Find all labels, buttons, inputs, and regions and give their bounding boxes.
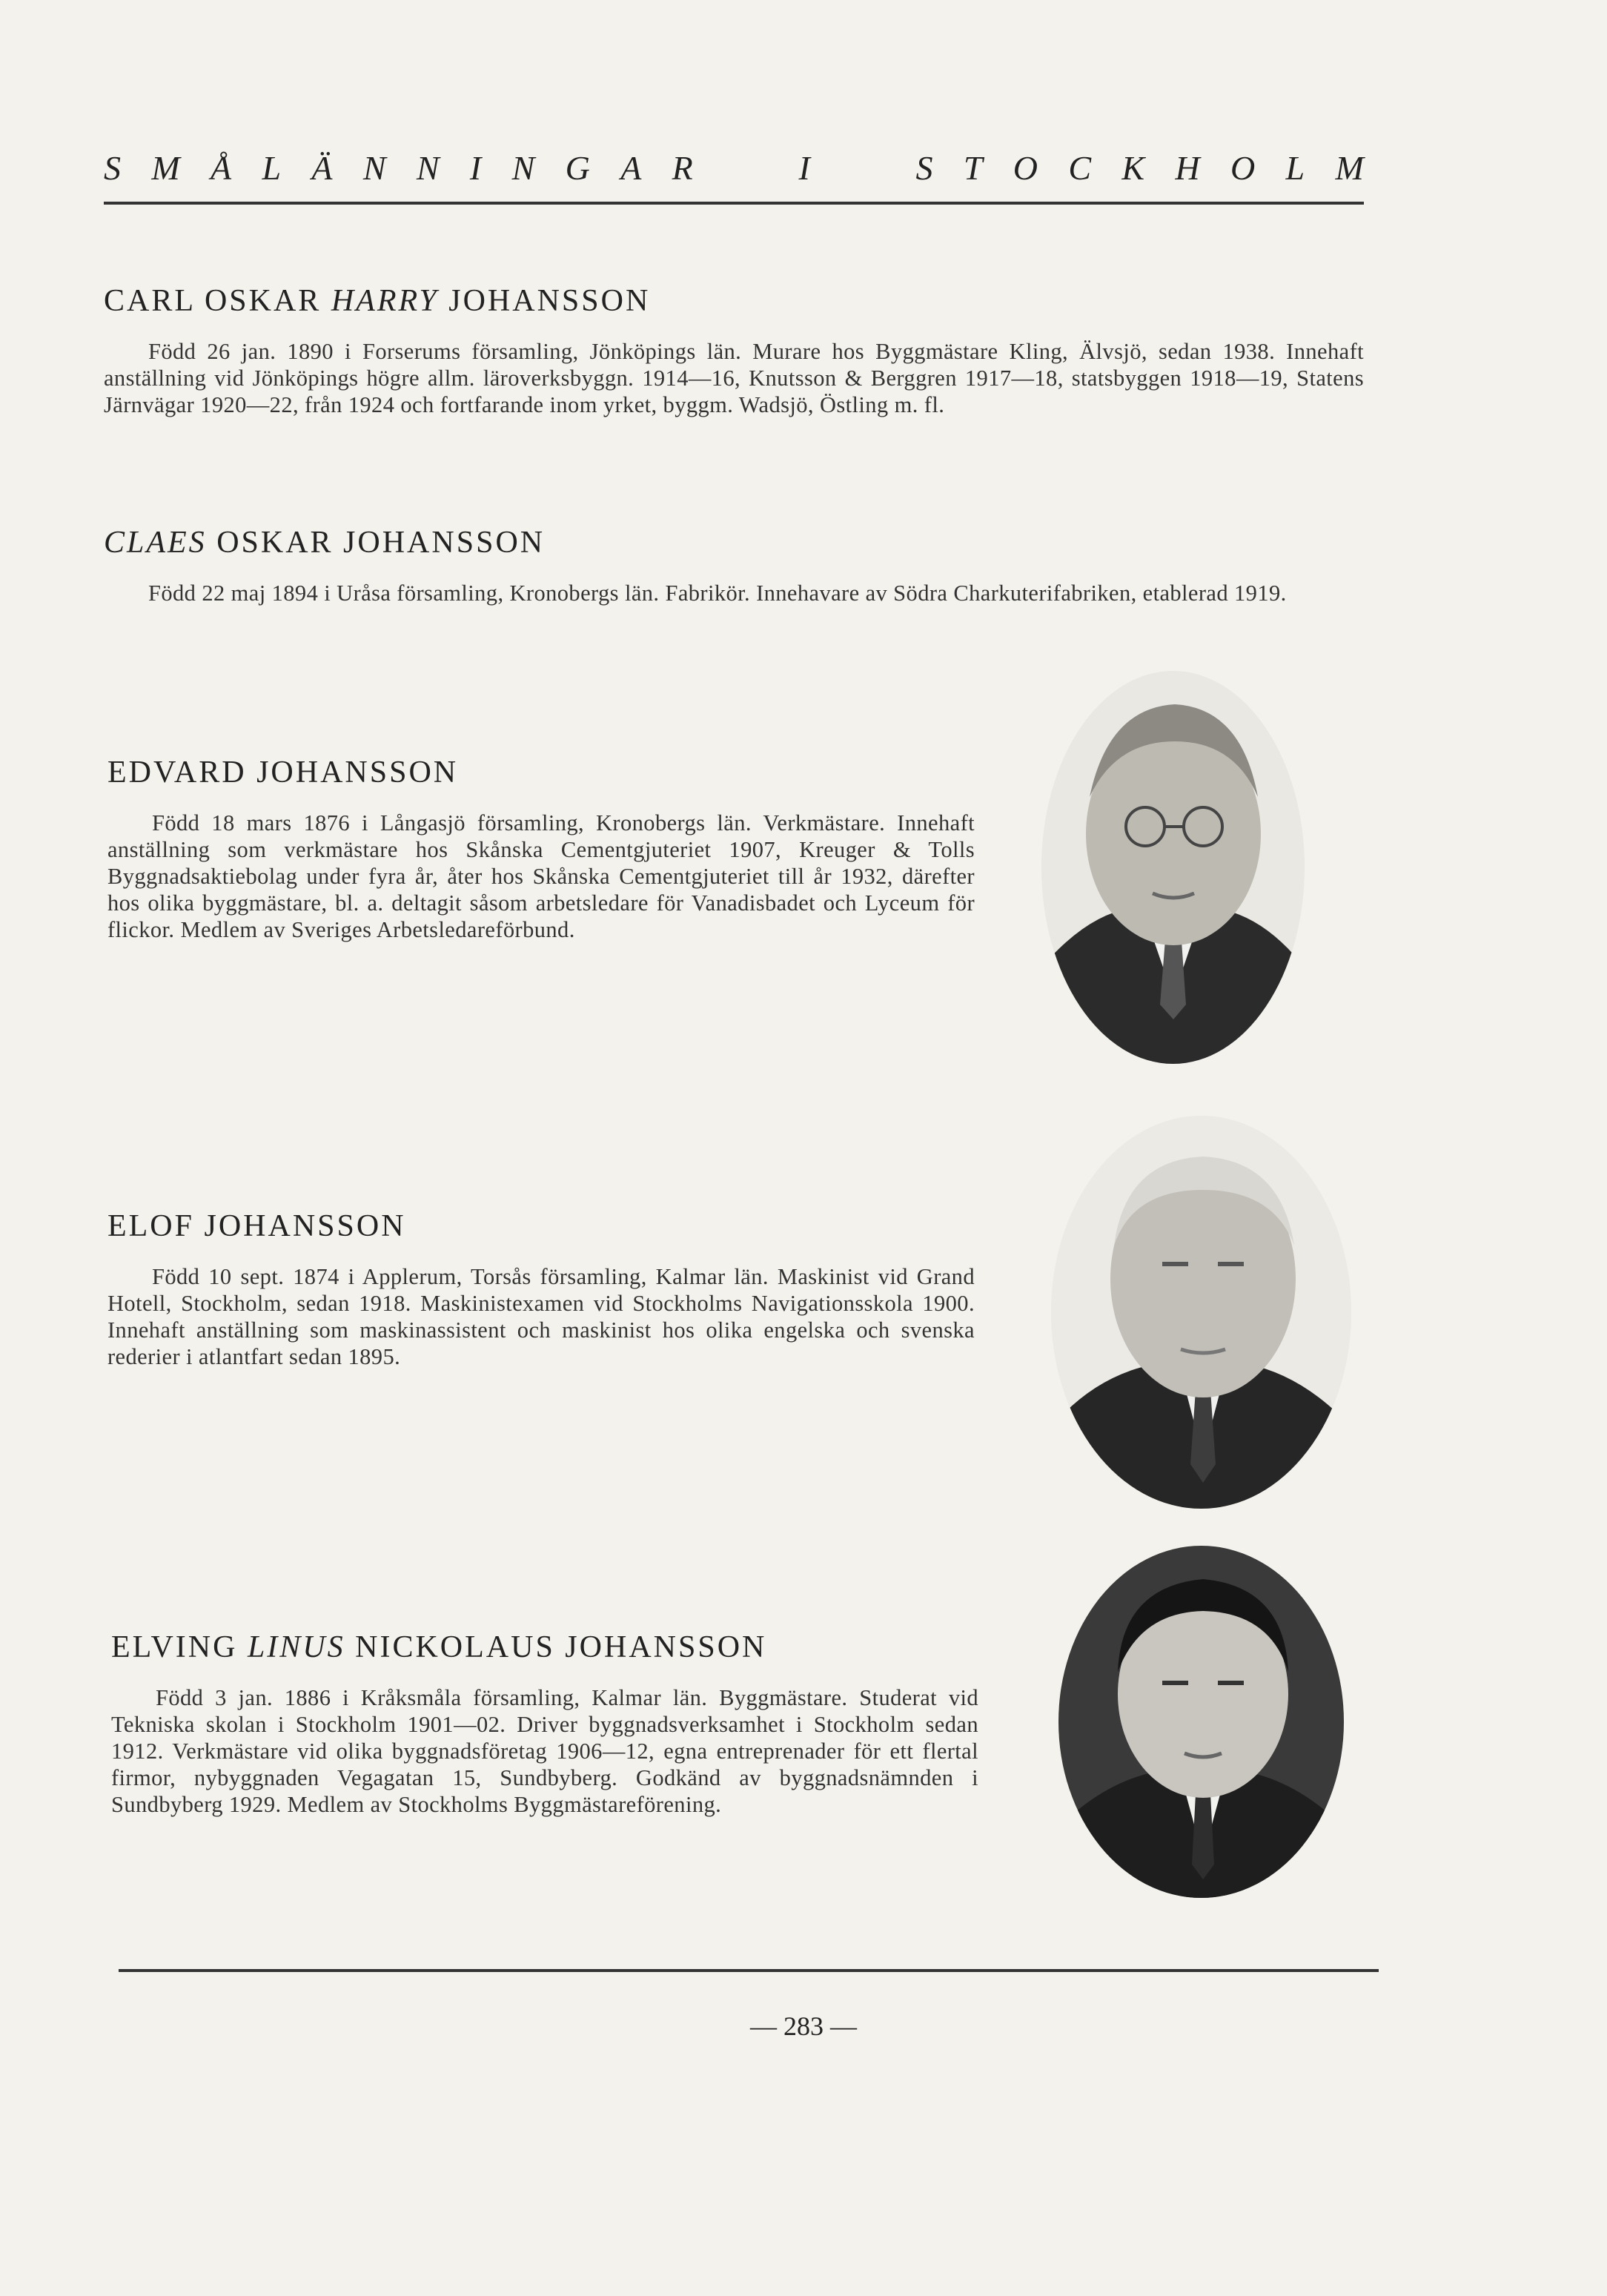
- entry-bio: Född 26 jan. 1890 i Forserums församling, Jönköpings län. Murare hos Byggmästare Kling, Älvsjö, sedan 1938. Innehaft anställning vid Jönköpings högre allm. läroverksbyggn. 1914—16, Knutsson & Berggren 1917—18, statsbyggen 1918—19, Statens Järnvägar 1920—22, från 1924 och fortfarande inom yrket, byggm. Wadsjö, Östling m. fl.: [104, 339, 1364, 417]
- word-space: [841, 148, 885, 188]
- running-head-letter: S: [104, 149, 121, 187]
- word-space: [723, 148, 768, 188]
- man-portrait-icon: [1058, 1546, 1344, 1898]
- entry-elving-linus-nickolaus-johansson: [111, 1630, 978, 1818]
- header-rule: [104, 202, 1364, 205]
- running-head-letter: H: [1175, 149, 1200, 187]
- footer-rule: [119, 1969, 1379, 1972]
- running-head-letter: M: [151, 149, 180, 187]
- entry-bio: Född 3 jan. 1886 i Kråksmåla församling, Kalmar län. Byggmästare. Studerat vid Tekniska skolan i Stockholm 1901—02. Driver byggnadsverksamhet i Stockholm sedan 1912. Verkmästare vid olika byggnadsföretag 1906—12, egna entreprenader för ett flertal firmor, nybyggnaden Vegagatan 15, Sundbyberg. Godkänd av byggnadsnämnden i Sundbyberg 1929. Medlem av Stockholms Byggmästareförening.: [111, 1685, 978, 1817]
- running-head-letter: N: [416, 149, 440, 187]
- name-part: EDVARD JOHANSSON: [107, 755, 459, 790]
- entry-claes-oskar-johansson: [104, 525, 1364, 606]
- running-head-letter: O: [1230, 149, 1256, 187]
- name-part: ELOF JOHANSSON: [107, 1209, 406, 1243]
- name-part-italic: LINUS: [247, 1630, 345, 1664]
- entry-bio: Född 10 sept. 1874 i Applerum, Torsås församling, Kalmar län. Maskinist vid Grand Hotell, Stockholm, sedan 1918. Maskinistexamen vid Stockholms Navigationsskola 1900. Innehaft anställning som maskinassistent och maskinist hos olika engelska och svenska rederier i atlantfart sedan 1895.: [107, 1264, 975, 1369]
- running-head-letter: A: [620, 149, 642, 187]
- running-head-letter: T: [963, 149, 983, 187]
- running-head-letter: N: [511, 149, 535, 187]
- entry-name: [107, 1208, 975, 1244]
- running-head-letter: Å: [211, 149, 232, 187]
- running-head-letter: M: [1335, 149, 1364, 187]
- name-part: CARL OSKAR: [104, 284, 331, 318]
- running-head-letter: R: [672, 149, 693, 187]
- running-head-letter: S: [915, 149, 933, 187]
- entry-bio: Född 22 maj 1894 i Uråsa församling, Kronobergs län. Fabrikör. Innehavare av Södra Charkuterifabriken, etablerad 1919.: [148, 580, 1287, 606]
- entry-name: [104, 283, 1364, 319]
- running-head-letter: K: [1121, 149, 1145, 187]
- portrait-elof-johansson: [1051, 1116, 1351, 1509]
- running-head-letter: O: [1013, 149, 1038, 187]
- entry-carl-oskar-harry-johansson: [104, 283, 1364, 418]
- running-head-letter: Ä: [311, 149, 333, 187]
- running-head-letter: L: [1285, 149, 1305, 187]
- name-part: JOHANSSON: [438, 284, 651, 318]
- running-head-letter: I: [469, 149, 482, 187]
- running-head-letter: N: [362, 149, 386, 187]
- page-number: — 283 —: [750, 2011, 857, 2041]
- running-head: [104, 148, 1364, 188]
- portrait-elving-linus-nickolaus-johansson: [1058, 1546, 1344, 1898]
- running-head-letter: I: [798, 149, 810, 187]
- running-head-letter: G: [565, 149, 590, 187]
- entry-elof-johansson: [107, 1208, 975, 1370]
- entry-name: [111, 1630, 978, 1665]
- entry-name: [104, 525, 1364, 560]
- entry-bio: Född 18 mars 1876 i Långasjö församling, Kronobergs län. Verkmästare. Innehaft anställning som verkmästare hos Skånska Cementgjuteriet 1907, Kreuger & Tolls Byggnadsaktiebolag under fyra år, åter hos Skånska Cementgjuteriet till år 1932, därefter hos olika byggmästare, bl. a. deltagit såsom arbetsledare för Vanadisbadet och Lyceum för flickor. Medlem av Sveriges Arbetsledareförbund.: [107, 810, 975, 942]
- man-portrait-icon: [1051, 1116, 1351, 1509]
- name-part: ELVING: [111, 1630, 248, 1664]
- man-portrait-icon: [1041, 671, 1305, 1064]
- running-head-letter: C: [1068, 149, 1092, 187]
- entry-edvard-johansson: [107, 755, 975, 943]
- name-part-italic: CLAES: [104, 526, 207, 560]
- entry-name: [107, 755, 975, 790]
- name-part-italic: HARRY: [331, 284, 439, 318]
- name-part: NICKOLAUS JOHANSSON: [345, 1630, 767, 1664]
- portrait-edvard-johansson: [1041, 671, 1305, 1064]
- name-part: OSKAR JOHANSSON: [206, 526, 546, 560]
- running-head-letter: L: [262, 149, 282, 187]
